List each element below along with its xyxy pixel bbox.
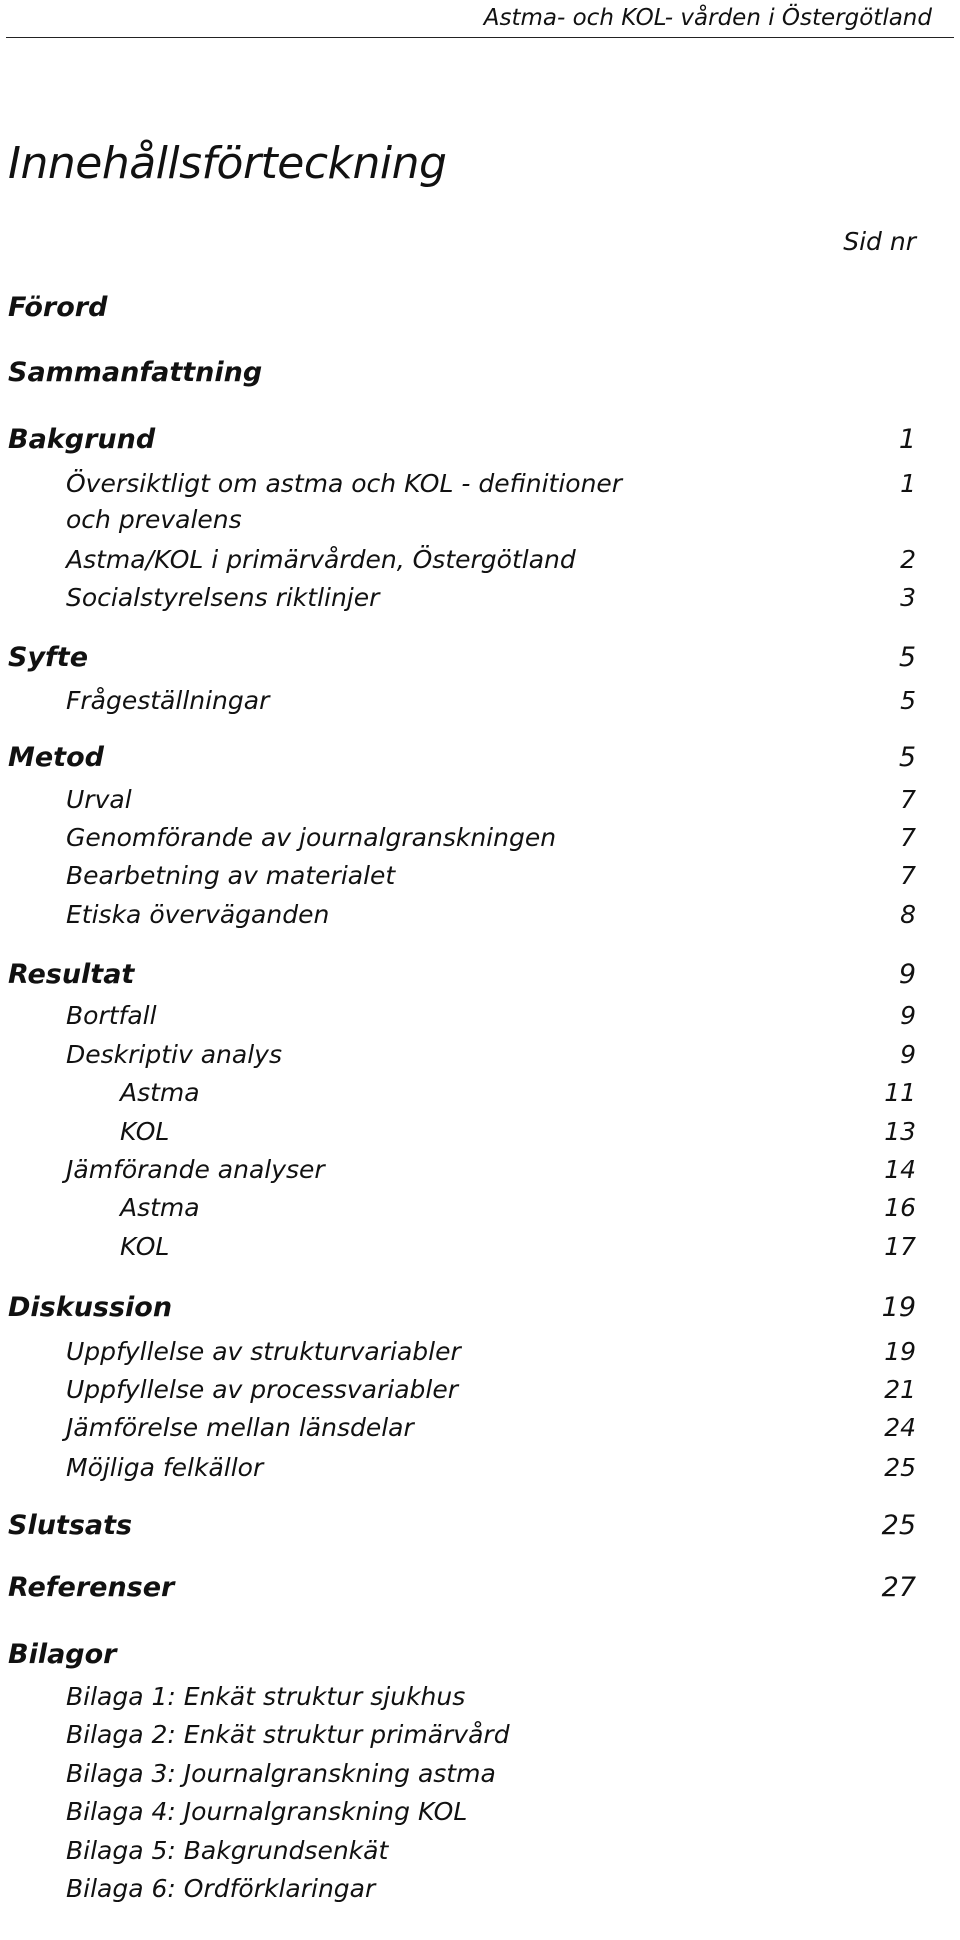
toc-entry [0,355,960,391]
toc-entry-page-number: 17 [884,1232,916,1261]
toc-entry [0,1570,960,1606]
toc-entry-page-number: 9 [898,959,916,990]
toc-entry [0,1833,960,1869]
page-number-column-label: Sid nr [843,227,916,256]
toc-entry-page-number: 8 [900,900,916,929]
toc-entry-label: Bilagor [8,1639,117,1670]
toc-entry-label: Diskussion [8,1292,173,1323]
toc-entry-page-number: 7 [900,823,916,852]
toc-entry [0,1152,960,1188]
toc-entry-label: Resultat [8,959,135,990]
toc-entry-label: Möjliga felkällor [66,1453,264,1482]
toc-entry-label: Förord [8,292,108,323]
toc-entry-label: Socialstyrelsens riktlinjer [66,583,380,612]
toc-entry-label: Bearbetning av materialet [66,861,396,890]
toc-entry-label: Översiktligt om astma och KOL - definitioner och prevalens [66,469,623,534]
toc-entry [0,466,960,538]
toc-entry [0,1290,960,1326]
toc-entry-label: Bilaga 4: Journalgranskning KOL [66,1797,468,1826]
toc-entry-page-number: 1 [898,424,916,455]
toc-entry-label: Astma [120,1193,200,1222]
toc-entry-label: Genomförande av journalgranskningen [66,823,557,852]
toc-entry [0,740,960,776]
toc-entry-label: Bakgrund [8,424,156,455]
toc-entry [0,1075,960,1111]
toc-entry-label: Referenser [8,1572,175,1603]
toc-entry-page-number: 14 [884,1155,916,1184]
toc-entry [0,1037,960,1073]
toc-entry-label: Bilaga 2: Enkät struktur primärvård [66,1720,510,1749]
toc-entry-page-number: 11 [884,1078,916,1107]
toc-entry [0,1508,960,1544]
toc-entry-page-number: 2 [900,545,916,574]
toc-entry-label: KOL [120,1117,170,1146]
toc-entry-page-number: 25 [884,1453,916,1482]
toc-entry-label: Bortfall [66,1001,157,1030]
toc-entry-label: Astma [120,1078,200,1107]
toc-entry-page-number: 5 [900,686,916,715]
toc-entry-label: Deskriptiv analys [66,1040,282,1069]
header-rule [6,37,954,38]
toc-entry-label: Jämförelse mellan länsdelar [66,1413,414,1442]
toc-entry-label: Bilaga 1: Enkät struktur sjukhus [66,1682,466,1711]
toc-entry [0,998,960,1034]
toc-entry [0,1637,960,1673]
toc-entry [0,640,960,676]
toc-entry-label: Bilaga 6: Ordförklaringar [66,1874,376,1903]
toc-entry [0,957,960,993]
toc-entry [0,1410,960,1446]
toc-entry [0,1334,960,1370]
toc-entry-page-number: 3 [900,583,916,612]
toc-entry [0,1756,960,1792]
toc-entry-page-number: 21 [884,1375,916,1404]
toc-entry [0,580,960,616]
toc-entry-page-number: 7 [900,785,916,814]
toc-entry-page-number: 16 [884,1193,916,1222]
toc-entry-page-number: 24 [884,1413,916,1442]
running-header: Astma- och KOL- vården i Östergötland [483,5,932,31]
toc-entry-label: Uppfyllelse av processvariabler [66,1375,459,1404]
toc-entry-label: Jämförande analyser [66,1155,325,1184]
toc-entry-page-number: 9 [900,1001,916,1030]
toc-entry [0,820,960,856]
toc-entry [0,1679,960,1715]
toc-entry [0,1794,960,1830]
toc-entry [0,1190,960,1226]
toc-entry-page-number: 9 [900,1040,916,1069]
toc-entry-page-number: 5 [898,742,916,773]
toc-entry [0,683,960,719]
toc-entry-label: Slutsats [8,1510,133,1541]
toc-entry-label: Frågeställningar [66,686,270,715]
toc-entry-page-number: 1 [900,469,916,498]
toc-entry [0,858,960,894]
toc-entry [0,782,960,818]
toc-entry [0,422,960,458]
toc-entry-page-number: 25 [881,1510,916,1541]
toc-entry-label: Metod [8,742,104,773]
toc-entry [0,1114,960,1150]
toc-entry-label: Bilaga 3: Journalgranskning astma [66,1759,496,1788]
page-title: Innehållsförteckning [8,138,447,189]
toc-entry [0,290,960,326]
toc-entry [0,1450,960,1486]
toc-entry-label: Bilaga 5: Bakgrundsenkät [66,1836,389,1865]
toc-entry [0,1717,960,1753]
toc-entry-page-number: 7 [900,861,916,890]
toc-entry-label: Uppfyllelse av strukturvariabler [66,1337,461,1366]
toc-entry [0,897,960,933]
toc-entry [0,1871,960,1907]
toc-entry-label: Sammanfattning [8,357,263,388]
toc-entry [0,1372,960,1408]
toc-entry [0,1229,960,1265]
toc-entry-label: Etiska överväganden [66,900,330,929]
toc-entry-page-number: 5 [898,642,916,673]
toc-entry-page-number: 19 [884,1337,916,1366]
toc-entry [0,542,960,578]
toc-entry-page-number: 13 [884,1117,916,1146]
toc-entry-page-number: 27 [881,1572,916,1603]
toc-entry-label: KOL [120,1232,170,1261]
toc-entry-label: Urval [66,785,132,814]
toc-entry-page-number: 19 [881,1292,916,1323]
toc-entry-label: Syfte [8,642,89,673]
toc-entry-label: Astma/KOL i primärvården, Östergötland [66,545,576,574]
